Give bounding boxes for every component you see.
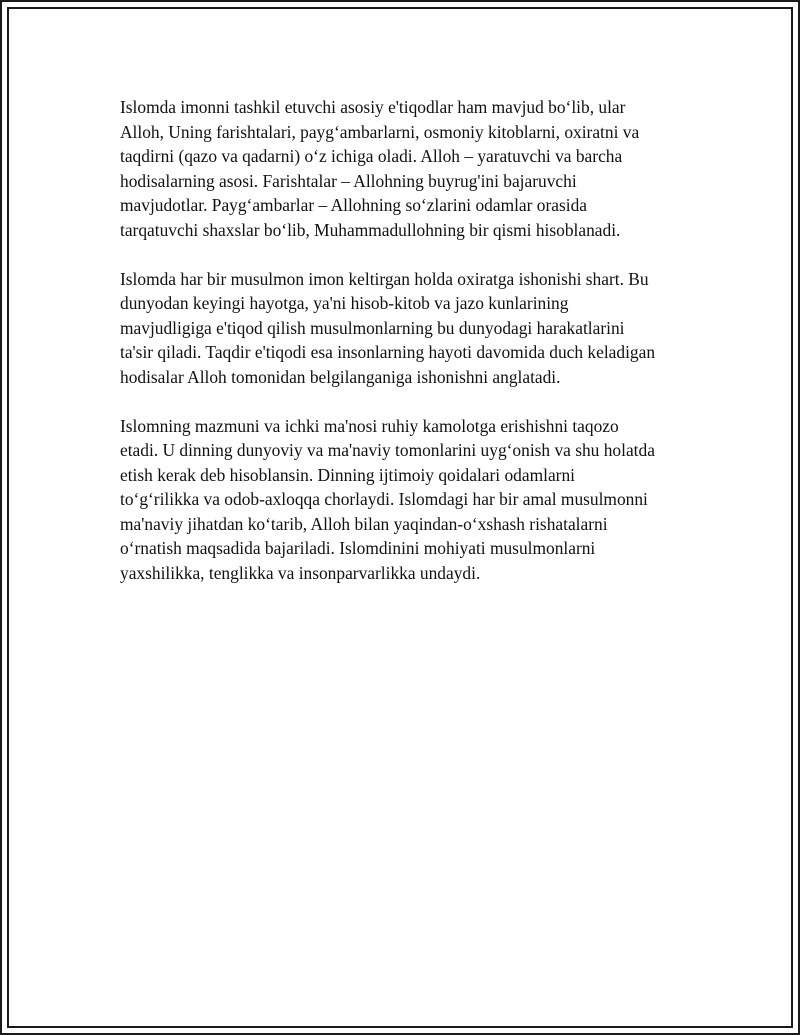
text-line: Islomning mazmuni va ichki ma'nosi ruhiy kamolotga erishishni taqozo — [120, 415, 619, 436]
text-line: yaxshilikka, tenglikka va insonparvarlikka undaydi. — [120, 562, 481, 583]
text-line: tarqatuvchi shaxslar bo‘lib, Muhammadullohning bir qismi hisoblanadi. — [120, 219, 621, 240]
document-body — [120, 95, 700, 610]
paragraph-3 — [120, 414, 700, 586]
paragraph-1 — [120, 95, 700, 242]
text-line: hodisalar Alloh tomonidan belgilanganiga ishonishni anglatadi. — [120, 366, 561, 387]
text-line: etadi. U dinning dunyoviy va ma'naviy tomonlarini uyg‘onish va shu holatda — [120, 440, 655, 460]
text-line: Islomda imonni tashkil etuvchi asosiy e'tiqodlar ham mavjud bo‘lib, ular — [120, 97, 626, 117]
text-line: mavjudligiga e'tiqod qilish musulmonlarning bu dunyodagi harakatlarini — [120, 317, 625, 338]
text-line: taqdirni (qazo va qadarni) o‘z ichiga oladi. Alloh – yaratuvchi va barcha — [120, 146, 623, 166]
text-line: ta'sir qiladi. Taqdir e'tiqodi esa insonlarning hayoti davomida duch keladigan — [120, 342, 656, 362]
text-line: etish kerak deb hisoblansin. Dinning ijtimoiy qoidalari odamlarni — [120, 464, 575, 485]
paragraph-2 — [120, 267, 700, 390]
text-line: to‘g‘rilikka va odob-axloqqa chorlaydi. Islomdagi har bir amal musulmonni — [120, 489, 648, 509]
text-line: mavjudotlar. Payg‘ambarlar – Allohning so‘zlarini odamlar orasida — [120, 195, 588, 215]
text-line: Alloh, Uning farishtalari, payg‘ambarlarni, osmoniy kitoblarni, oxiratni va — [120, 121, 640, 142]
text-line: ma'naviy jihatdan ko‘tarib, Alloh bilan yaqindan-o‘xshash rishatalarni — [120, 513, 608, 534]
text-line: Islomda har bir musulmon imon keltirgan holda oxiratga ishonishi shart. Bu — [120, 268, 649, 289]
text-line: hodisalarning asosi. Farishtalar – Allohning buyrug'ini bajaruvchi — [120, 170, 577, 191]
text-line: o‘rnatish maqsadida bajariladi. Islomdinini mohiyati musulmonlarni — [120, 538, 596, 558]
text-line: dunyodan keyingi hayotga, ya'ni hisob-kitob va jazo kunlarining — [120, 293, 569, 313]
